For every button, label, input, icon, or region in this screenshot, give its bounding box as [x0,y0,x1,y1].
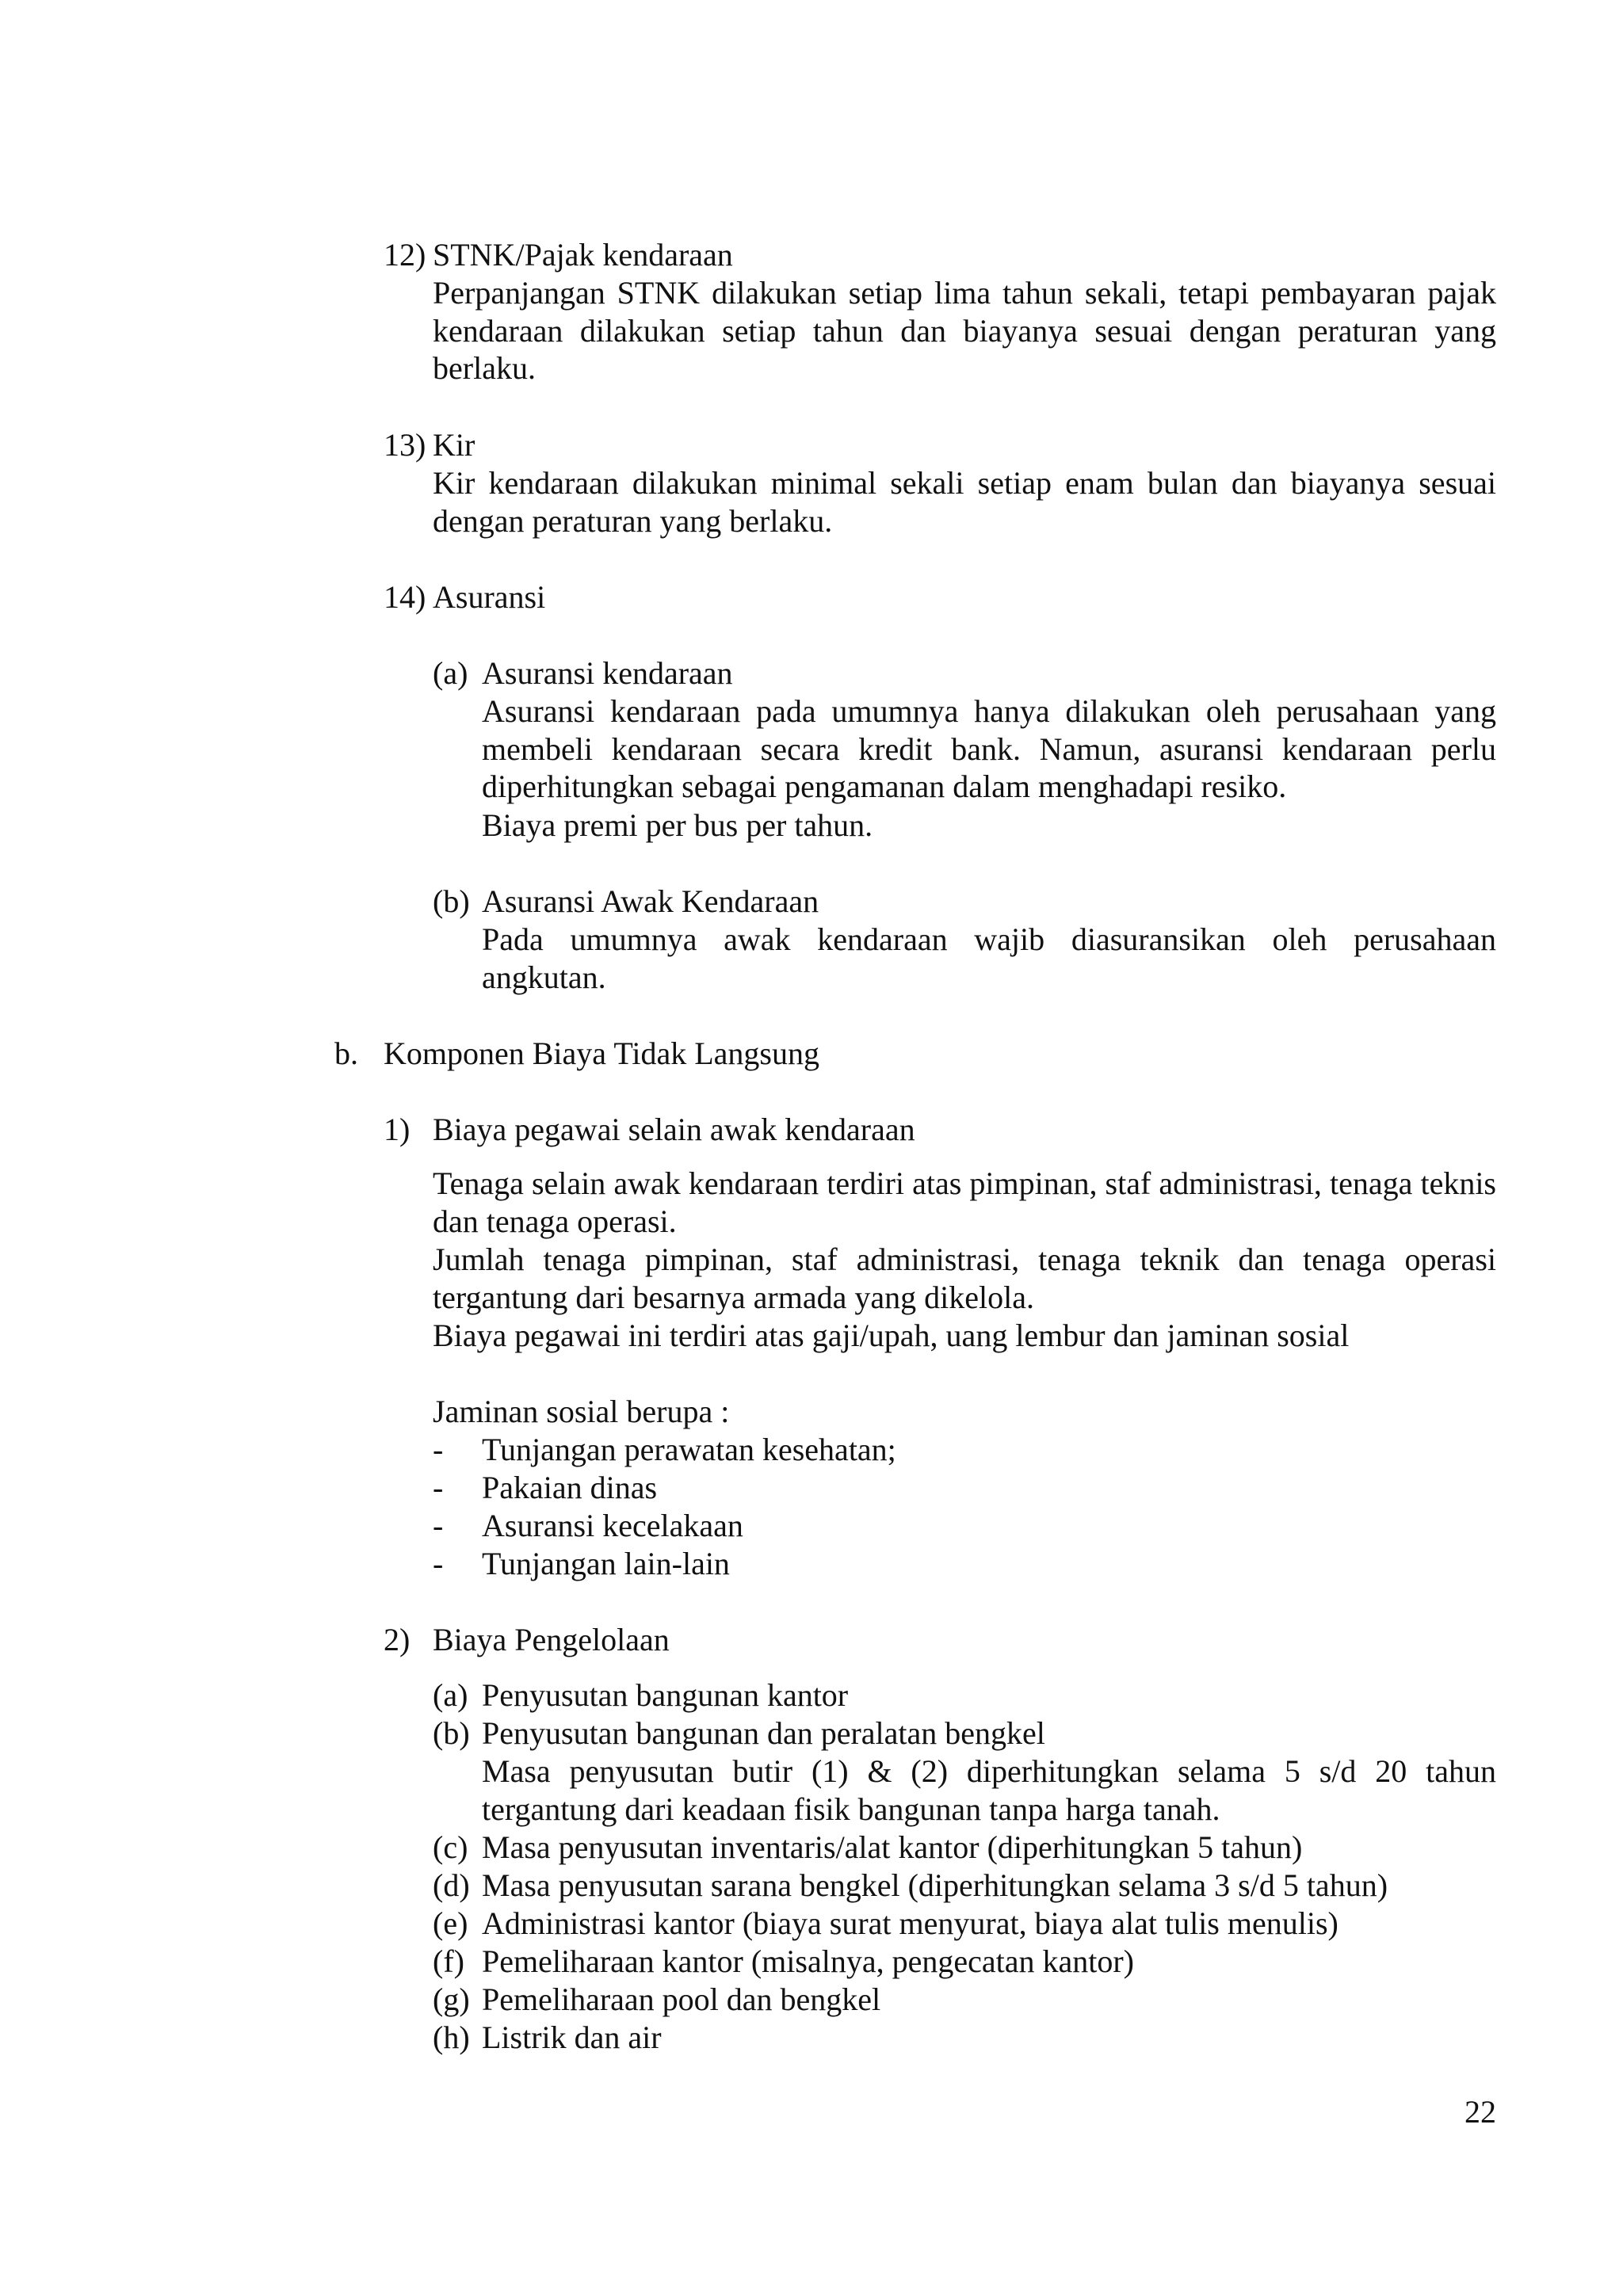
sub-item-number: (b) [433,1715,470,1751]
section-b-item1-number: 1) [384,1112,411,1147]
item-14a-title: Asuransi kendaraan [482,655,733,691]
sub-item-text: Masa penyusutan sarana bengkel (diperhitungkan selama 3 s/d 5 tahun) [482,1867,1388,1903]
sub-item-number: (f) [433,1943,464,1979]
item-14a-note: Biaya premi per bus per tahun. [482,807,873,843]
sub-item-number: (d) [433,1867,470,1903]
sub-item-note: Masa penyusutan butir (1) & (2) diperhitungkan selama 5 s/d 20 tahun tergantung dari keadaan fisik bangunan tanpa harga tanah. [482,1753,1496,1827]
item-13-title: Kir [433,427,475,463]
list-bullet: - [433,1546,444,1581]
section-b-item1-paragraph-2: Jumlah tenaga pimpinan, staf administrasi, tenaga teknik dan tenaga operasi tergantung dari besarnya armada yang dikelola. [433,1241,1496,1315]
list-bullet: - [433,1508,444,1543]
item-13-number: 13) [384,427,426,463]
sub-item-number: (c) [433,1829,468,1865]
section-b-item1-title: Biaya pegawai selain awak kendaraan [433,1112,915,1147]
item-12-title: STNK/Pajak kendaraan [433,237,733,273]
item-14-title: Asuransi [433,579,546,615]
list-item: Pakaian dinas [482,1470,658,1505]
item-14-number: 14) [384,579,426,615]
sub-item-number: (a) [433,1677,468,1713]
sub-item-number: (h) [433,2019,470,2055]
item-12-number: 12) [384,237,426,273]
item-14b-number: (b) [433,883,470,919]
list-bullet: - [433,1432,444,1467]
section-b-letter: b. [334,1035,358,1071]
section-b-item1-paragraph-1: Tenaga selain awak kendaraan terdiri atas pimpinan, staf administrasi, tenaga teknis dan tenaga operasi. [433,1165,1496,1239]
item-14b-body: Pada umumnya awak kendaraan wajib diasuransikan oleh perusahaan angkutan. [482,921,1496,995]
sub-item-number: (g) [433,1981,470,2017]
sub-item-text: Pemeliharaan pool dan bengkel [482,1981,881,2017]
list-bullet: - [433,1470,444,1505]
page-number: 22 [1465,2094,1496,2130]
section-b-title: Komponen Biaya Tidak Langsung [384,1035,819,1071]
section-b-item2-number: 2) [384,1622,411,1657]
item-14a-number: (a) [433,655,468,691]
item-13-body: Kir kendaraan dilakukan minimal sekali setiap enam bulan dan biayanya sesuai dengan peraturan yang berlaku. [433,465,1496,539]
item-12-body: Perpanjangan STNK dilakukan setiap lima tahun sekali, tetapi pembayaran pajak kendaraan dilakukan setiap tahun dan biayanya sesuai dengan peraturan yang berlaku. [433,275,1496,386]
sub-item-text: Masa penyusutan inventaris/alat kantor (diperhitungkan 5 tahun) [482,1829,1303,1865]
section-b-item1-paragraph-3: Biaya pegawai ini terdiri atas gaji/upah, uang lembur dan jaminan sosial [433,1318,1350,1353]
jaminan-list-intro: Jaminan sosial berupa : [433,1394,730,1429]
sub-item-text: Administrasi kantor (biaya surat menyurat, biaya alat tulis menulis) [482,1905,1338,1941]
item-14b-title: Asuransi Awak Kendaraan [482,883,819,919]
sub-item-number: (e) [433,1905,468,1941]
sub-item-text: Penyusutan bangunan kantor [482,1677,849,1713]
list-item: Tunjangan lain-lain [482,1546,730,1581]
sub-item-text: Penyusutan bangunan dan peralatan bengkel [482,1715,1045,1751]
sub-item-text: Listrik dan air [482,2019,662,2055]
list-item: Tunjangan perawatan kesehatan; [482,1432,896,1467]
sub-item-text: Pemeliharaan kantor (misalnya, pengecatan kantor) [482,1943,1134,1979]
section-b-item2-title: Biaya Pengelolaan [433,1622,670,1657]
list-item: Asuransi kecelakaan [482,1508,743,1543]
item-14a-body: Asuransi kendaraan pada umumnya hanya dilakukan oleh perusahaan yang membeli kendaraan secara kredit bank. Namun, asuransi kendaraan perlu diperhitungkan sebagai pengamanan dalam menghadapi resiko. [482,693,1496,804]
